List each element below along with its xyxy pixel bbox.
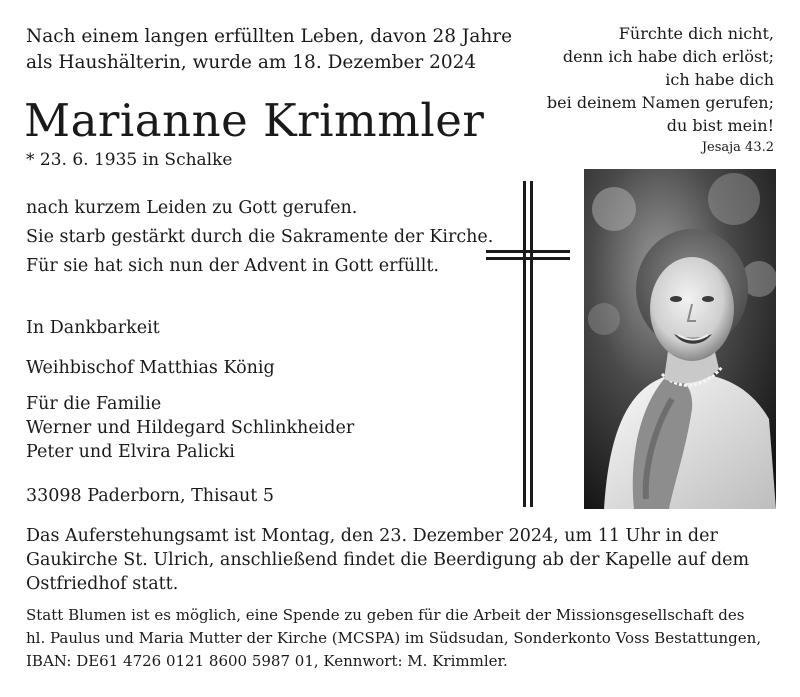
address: 33098 Paderborn, Thisaut 5	[26, 486, 275, 506]
bible-verse	[547, 22, 774, 158]
thanks-line: In Dankbarkeit	[26, 318, 160, 338]
family-block	[26, 392, 354, 464]
paragraph-line: nach kurzem Leiden zu Gott gerufen.	[26, 198, 358, 218]
donation-line: Statt Blumen ist es möglich, eine Spende zu geben für die Arbeit der Missionsgesellschaft des	[26, 606, 745, 624]
verse-line: denn ich habe dich erlöst;	[562, 47, 774, 66]
family-line: Werner und Hildegard Schlinkheider	[26, 418, 355, 438]
paragraph-line: Sie starb gestärkt durch die Sakramente der Kirche.	[26, 227, 494, 247]
service-line: Das Auferstehungsamt ist Montag, den 23. Dezember 2024, um 11 Uhr in der	[26, 526, 718, 546]
deceased-name: Marianne Krimmler	[24, 94, 485, 147]
paragraph-line: Für sie hat sich nun der Advent in Gott erfüllt.	[26, 256, 439, 276]
donation-info	[26, 604, 786, 673]
service-line: Gaukirche St. Ulrich, anschließend findet die Beerdigung ab der Kapelle auf dem	[26, 550, 750, 570]
verse-line: ich habe dich	[665, 70, 774, 89]
donation-line: IBAN: DE61 4726 0121 8600 5987 01, Kennwort: M. Krimmler.	[26, 652, 508, 670]
funeral-service-info	[26, 524, 786, 596]
portrait-photo	[584, 169, 776, 509]
service-line: Ostfriedhof statt.	[26, 574, 179, 594]
verse-line: bei deinem Namen gerufen;	[546, 93, 774, 112]
donation-line: hl. Paulus und Maria Mutter der Kirche (MCSPA) im Südsudan, Sonderkonto Voss Bestattungen,	[26, 629, 762, 647]
intro-line: Nach einem langen erfüllten Leben, davon 28 Jahre	[26, 26, 513, 47]
cross-icon	[486, 181, 570, 507]
verse-line: du bist mein!	[666, 116, 774, 135]
intro-line: als Haushälterin, wurde am 18. Dezember 2024	[26, 52, 477, 73]
family-line: Peter und Elvira Palicki	[26, 442, 235, 462]
death-paragraph	[26, 194, 493, 281]
birth-info: * 23. 6. 1935 in Schalke	[26, 150, 233, 170]
verse-reference: Jesaja 43.2	[701, 140, 774, 155]
bishop-name: Weihbischof Matthias König	[26, 358, 275, 378]
verse-line: Fürchte dich nicht,	[618, 24, 774, 43]
family-line: Für die Familie	[26, 394, 162, 414]
intro-text	[26, 24, 512, 76]
